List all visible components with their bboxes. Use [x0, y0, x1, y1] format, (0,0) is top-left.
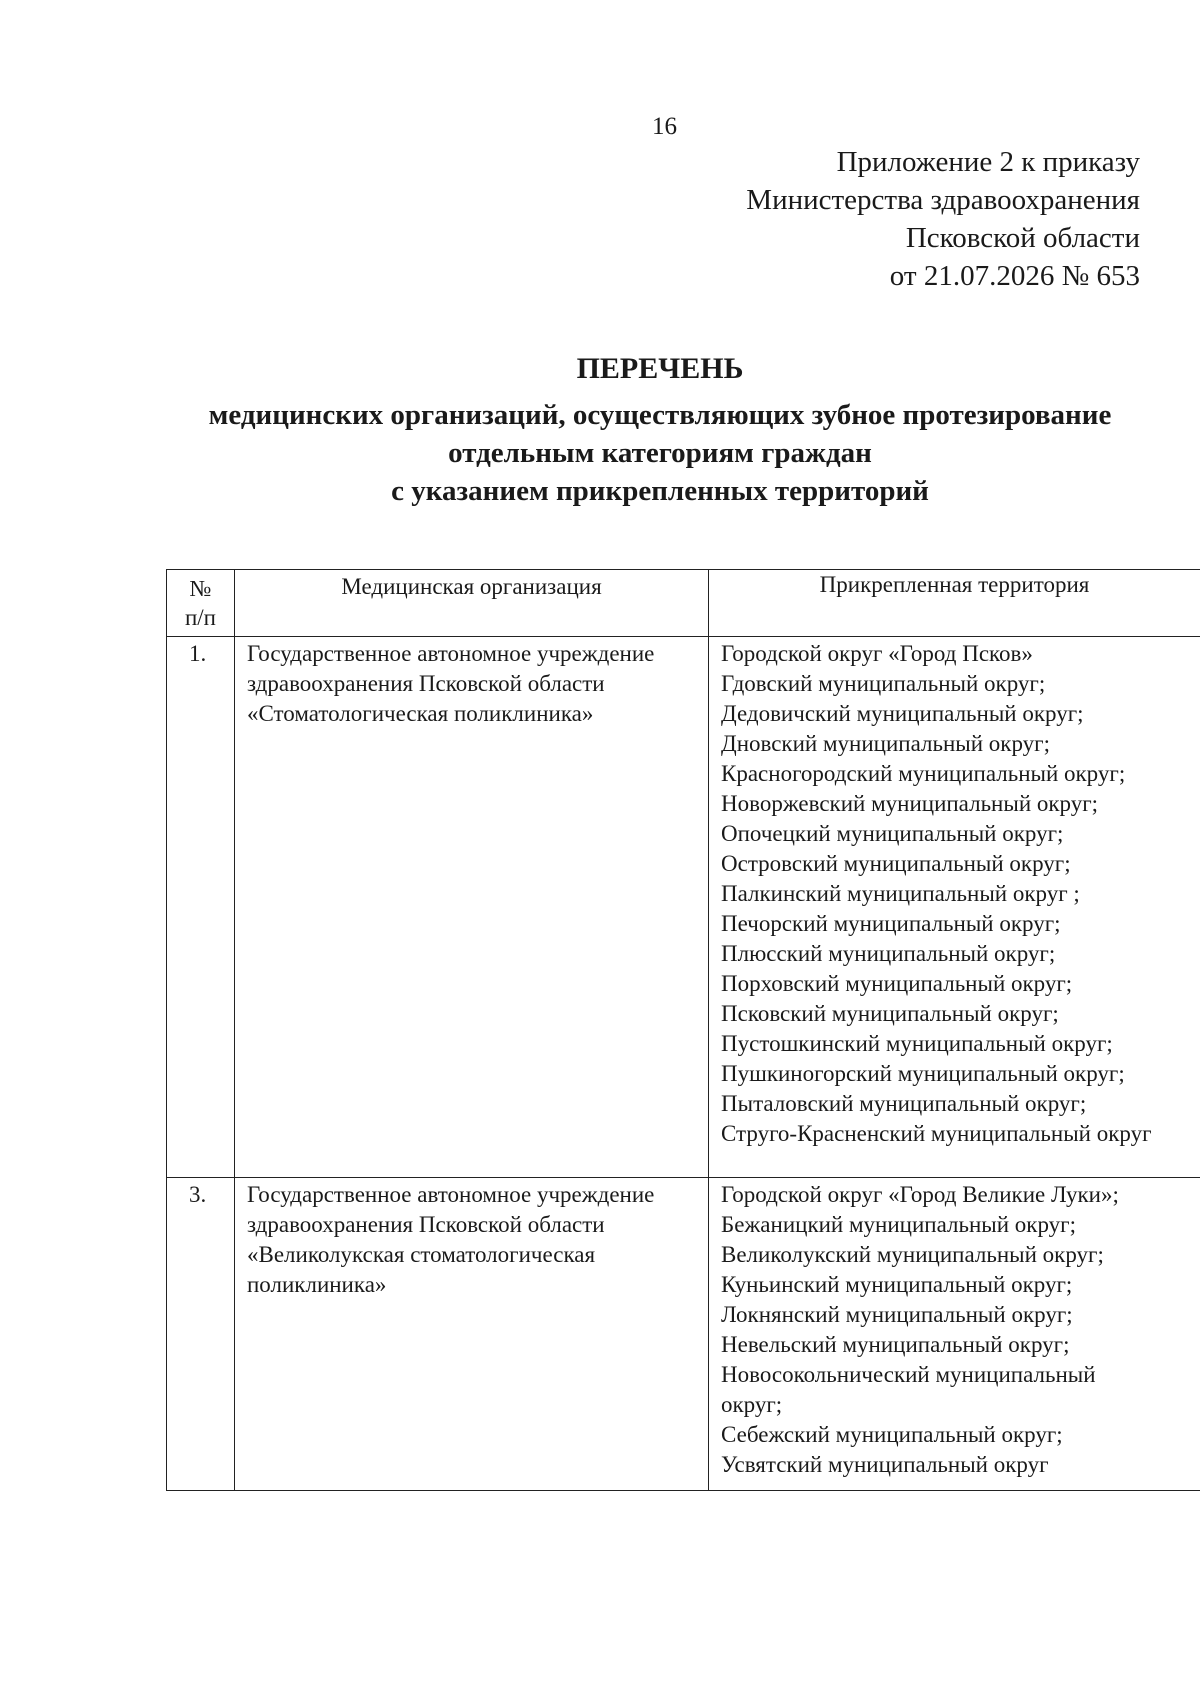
header-number — [167, 570, 235, 637]
document-title — [160, 350, 1160, 510]
title-line-2: отдельным категориям граждан — [448, 437, 872, 469]
header-number-line-2: п/п — [184, 605, 216, 630]
territory-item: Себежский муниципальный округ; — [721, 1422, 1063, 1447]
organizations-table — [166, 569, 1200, 1491]
territory-item: Гдовский муниципальный округ; — [721, 671, 1046, 696]
territory-item: Городской округ «Город Великие Луки»; — [721, 1182, 1119, 1207]
territory-item: Пушкиногорский муниципальный округ; — [721, 1061, 1125, 1086]
row-number: 1. — [167, 637, 235, 1178]
territory-item: Усвятский муниципальный округ — [721, 1452, 1049, 1477]
territory-item: Печорский муниципальный округ; — [721, 911, 1061, 936]
territory-item: Псковский муниципальный округ; — [721, 1001, 1059, 1026]
territory-item: Опочецкий муниципальный округ; — [721, 821, 1064, 846]
territory-item: Дновский муниципальный округ; — [721, 731, 1050, 756]
territory-item: Локнянский муниципальный округ; — [721, 1302, 1073, 1327]
row-territories — [709, 637, 1200, 1178]
territory-item: Пыталовский муниципальный округ; — [721, 1091, 1087, 1116]
title-head: ПЕРЕЧЕНЬ — [576, 352, 744, 385]
table-row — [167, 1178, 1200, 1491]
page-number: 16 — [652, 113, 677, 140]
row-number: 3. — [167, 1178, 235, 1491]
territory-item: округ; — [721, 1392, 783, 1417]
title-line-3: с указанием прикрепленных территорий — [391, 475, 929, 507]
header-organization: Медицинская организация — [235, 570, 709, 637]
territory-item: Великолукский муниципальный округ; — [721, 1242, 1104, 1267]
territory-item: Красногородский муниципальный округ; — [721, 761, 1126, 786]
territory-item: Струго-Красненский муниципальный округ — [721, 1121, 1152, 1146]
territory-item: Пустошкинский муниципальный округ; — [721, 1031, 1113, 1056]
territory-item: Палкинский муниципальный округ ; — [721, 881, 1080, 906]
header-territory: Прикрепленная территория — [709, 570, 1200, 637]
territory-item: Порховский муниципальный округ; — [721, 971, 1073, 996]
row-organization: Государственное автономное учреждение здравоохранения Псковской области «Великолукская стоматологическая поликлиника» — [235, 1178, 709, 1491]
territory-item: Городской округ «Город Псков» — [721, 641, 1033, 666]
title-line-1: медицинских организаций, осуществляющих зубное протезирование — [208, 399, 1112, 431]
territory-item: Куньинский муниципальный округ; — [721, 1272, 1073, 1297]
appendix-line-4: от 21.07.2026 № 653 — [889, 260, 1140, 292]
territory-item: Островский муниципальный округ; — [721, 851, 1071, 876]
table-row — [167, 637, 1200, 1178]
row-organization: Государственное автономное учреждение здравоохранения Псковской области «Стоматологическая поликлиника» — [235, 637, 709, 1178]
territory-item: Дедовичский муниципальный округ; — [721, 701, 1084, 726]
territory-item: Плюсский муниципальный округ; — [721, 941, 1056, 966]
appendix-line-2: Министерства здравоохранения — [746, 184, 1140, 216]
appendix-line-3: Псковской области — [905, 222, 1140, 254]
table-header-row — [167, 570, 1200, 637]
territory-item: Бежаницкий муниципальный округ; — [721, 1212, 1076, 1237]
territory-item: Новоржевский муниципальный округ; — [721, 791, 1099, 816]
appendix-line-1: Приложение 2 к приказу — [836, 146, 1140, 178]
territory-item: Новосокольнический муниципальный — [721, 1362, 1096, 1387]
row-territories — [709, 1178, 1200, 1491]
header-number-line-1: № — [189, 576, 212, 601]
territory-item: Невельский муниципальный округ; — [721, 1332, 1070, 1357]
appendix-reference — [746, 143, 1140, 295]
